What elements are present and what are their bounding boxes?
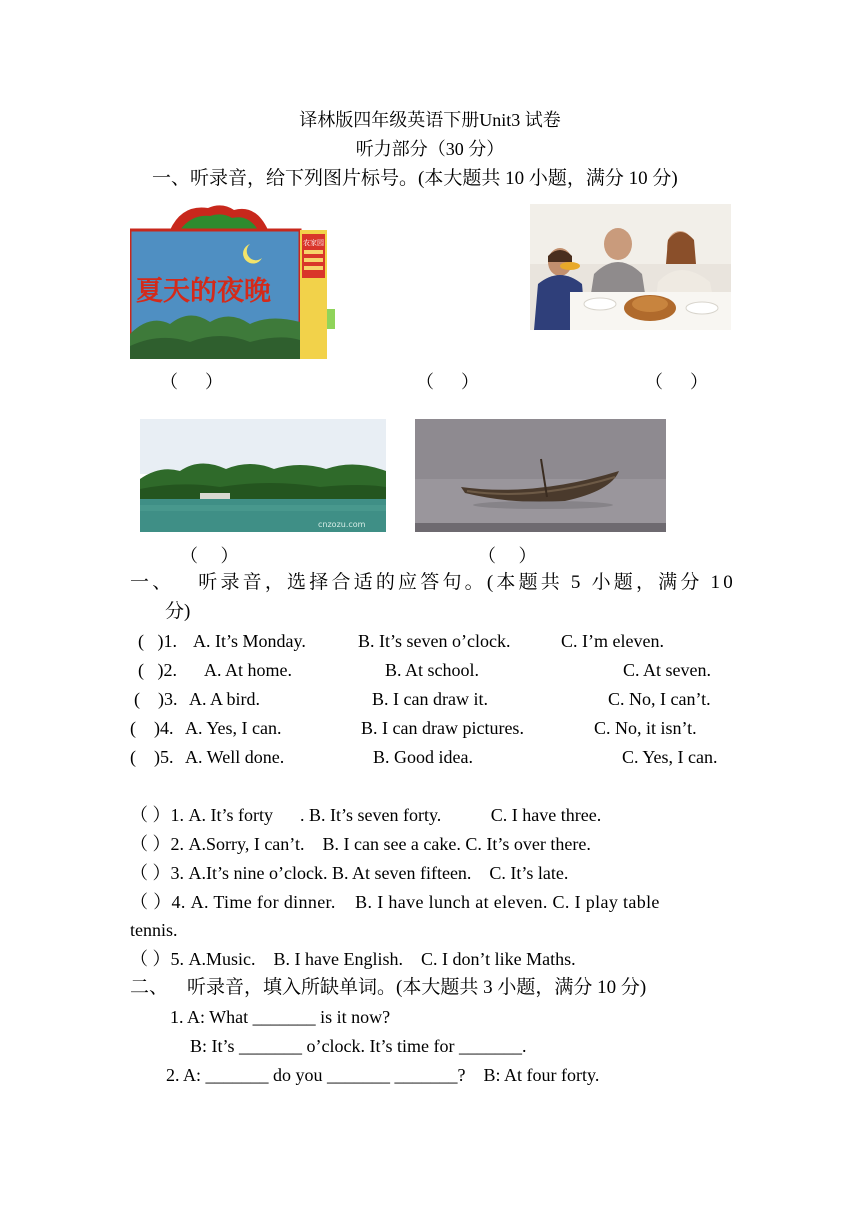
option-a: A. A bird.: [189, 689, 261, 709]
section3-heading: 二、 听录音，填入所缺单词。(本大题共 3 小题，满分 10 分): [130, 977, 647, 998]
lake-watermark: cnzozu.com: [318, 520, 366, 529]
option-c: C. Yes, I can.: [622, 747, 718, 767]
option-a: A. At home.: [204, 660, 292, 680]
question-number: ( )1.: [138, 631, 177, 651]
option-a: A. It’s Monday.: [193, 631, 306, 651]
answer-paren-5[interactable]: （ ）: [478, 546, 537, 566]
option-c: C. I’m eleven.: [561, 631, 664, 651]
lake-picture: [140, 419, 386, 532]
answer-paren-2[interactable]: （ ）: [416, 372, 479, 392]
question-number: ( )3.: [134, 689, 178, 709]
question-line: （ ）2. A.Sorry, I can’t. B. I can see a cake. C. It’s over there.: [130, 834, 591, 854]
option-c: C. At seven.: [623, 660, 711, 680]
option-b: B. It’s seven o’clock.: [358, 631, 511, 651]
poster-title-text: 夏天的夜晚: [136, 276, 271, 307]
question-line: （ ）5. A.Music. B. I have English. C. I don’t like Maths.: [130, 949, 576, 969]
family-dinner-picture: [530, 204, 731, 330]
boat-picture: [415, 419, 666, 532]
page-subtitle: 听力部分（30 分）: [355, 139, 505, 159]
question-line-cont: tennis.: [130, 920, 178, 940]
answer-paren-3[interactable]: （ ）: [645, 372, 708, 392]
option-a: A. Well done.: [185, 747, 285, 767]
fill-blank-line: 2. A: _______ do you _______ _______? B: At four forty.: [166, 1065, 600, 1085]
option-a: A. Yes, I can.: [185, 718, 282, 738]
answer-paren-4[interactable]: （ ）: [180, 546, 239, 566]
answer-paren-1[interactable]: （ ）: [160, 372, 223, 392]
question-number: ( )2.: [138, 660, 177, 680]
option-b: B. I can draw it.: [372, 689, 488, 709]
summer-night-picture: [130, 204, 335, 359]
option-b: B. At school.: [385, 660, 480, 680]
option-b: B. Good idea.: [373, 747, 473, 767]
question-line: （ ）4. A. Time for dinner. B. I have lunch at eleven. C. I play table: [130, 892, 660, 912]
poster-side-label: 农家园: [303, 239, 324, 247]
section2-heading: 一、 听录音，选择合适的应答句。(本题共 5 小题，满分 10: [130, 572, 736, 593]
question-line: （ ）1. A. It’s forty . B. It’s seven forty. C. I have three.: [130, 805, 602, 825]
fill-blank-line: B: It’s _______ o’clock. It’s time for _______.: [190, 1036, 527, 1056]
question-line: （ ）3. A.It’s nine o’clock. B. At seven fifteen. C. It’s late.: [130, 863, 569, 883]
option-b: B. I can draw pictures.: [361, 718, 524, 738]
question-number: ( )4.: [130, 718, 174, 738]
fill-blank-line: 1. A: What _______ is it now?: [170, 1007, 391, 1027]
page-title: 译林版四年级英语下册Unit3 试卷: [299, 110, 561, 130]
option-c: C. No, I can’t.: [608, 689, 711, 709]
question-number: ( )5.: [130, 747, 174, 767]
section2-heading-cont: 分): [165, 601, 191, 622]
section1-heading: 一、听录音，给下列图片标号。(本大题共 10 小题，满分 10 分): [152, 168, 678, 189]
option-c: C. No, it isn’t.: [594, 718, 697, 738]
